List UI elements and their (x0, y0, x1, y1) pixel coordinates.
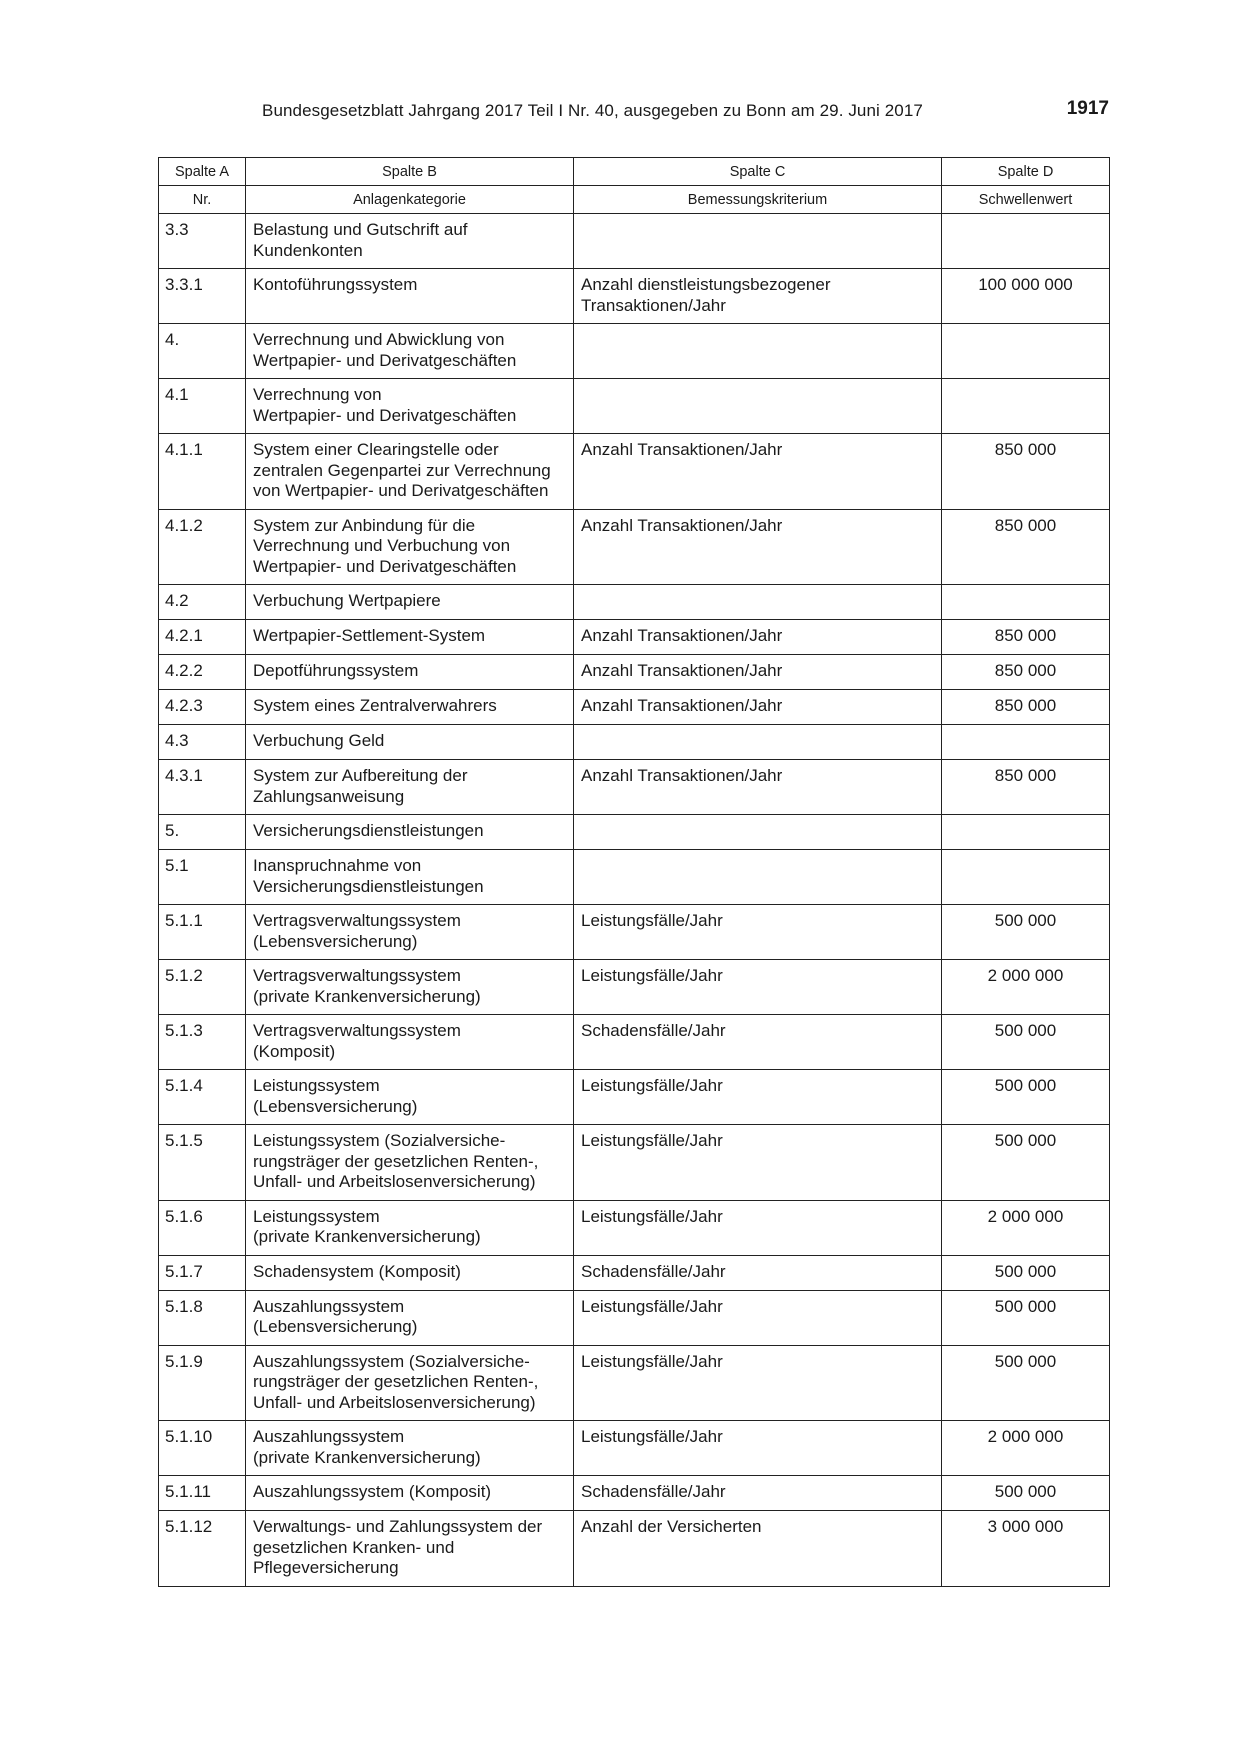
cell-threshold: 500 000 (942, 905, 1110, 960)
column-header-a: Spalte A (159, 158, 246, 186)
cell-threshold: 850 000 (942, 690, 1110, 725)
table-row (159, 815, 1110, 850)
cell-nr: 3.3 (159, 214, 246, 269)
cell-category: Vertragsverwaltungssystem (private Krankenversicherung) (246, 960, 574, 1015)
cell-nr: 4.1 (159, 379, 246, 434)
cell-category: System einer Clearingstelle oder zentralen Gegenpartei zur Verrechnung von Wertpapier- und Derivatgeschäften (246, 434, 574, 510)
cell-category: Vertragsverwaltungssystem (Komposit) (246, 1015, 574, 1070)
table-row (159, 1255, 1110, 1290)
cell-category: Depotführungssystem (246, 655, 574, 690)
cell-threshold (942, 815, 1110, 850)
cell-criterion: Leistungsfälle/Jahr (574, 1421, 942, 1476)
cell-threshold: 850 000 (942, 620, 1110, 655)
cell-threshold: 3 000 000 (942, 1511, 1110, 1587)
cell-criterion: Anzahl dienstleistungsbezogener Transaktionen/Jahr (574, 269, 942, 324)
cell-nr: 4.2.1 (159, 620, 246, 655)
cell-nr: 4. (159, 324, 246, 379)
cell-category: Leistungssystem (Sozialversiche- rungsträger der gesetzlichen Renten-, Unfall- und Arbeitslosenversicherung) (246, 1125, 574, 1201)
cell-criterion: Leistungsfälle/Jahr (574, 1200, 942, 1255)
cell-threshold (942, 725, 1110, 760)
cell-category: Inanspruchnahme von Versicherungsdienstleistungen (246, 850, 574, 905)
cell-nr: 4.1.1 (159, 434, 246, 510)
table-row (159, 379, 1110, 434)
annex-table (158, 157, 1110, 1587)
cell-threshold: 500 000 (942, 1015, 1110, 1070)
column-header-b: Spalte B (246, 158, 574, 186)
cell-category: Verwaltungs- und Zahlungssystem der gesetzlichen Kranken- und Pflegeversicherung (246, 1511, 574, 1587)
cell-nr: 5.1.4 (159, 1070, 246, 1125)
cell-nr: 4.3.1 (159, 760, 246, 815)
cell-category: System zur Anbindung für die Verrechnung und Verbuchung von Wertpapier- und Derivatgeschäften (246, 509, 574, 585)
cell-nr: 5.1.1 (159, 905, 246, 960)
cell-criterion: Schadensfälle/Jahr (574, 1255, 942, 1290)
table-row (159, 1511, 1110, 1587)
cell-threshold: 500 000 (942, 1290, 1110, 1345)
cell-threshold: 500 000 (942, 1125, 1110, 1201)
cell-nr: 5.1.11 (159, 1476, 246, 1511)
cell-category: Schadensystem (Komposit) (246, 1255, 574, 1290)
cell-nr: 5. (159, 815, 246, 850)
table-row (159, 324, 1110, 379)
cell-category: Verrechnung und Abwicklung von Wertpapier- und Derivatgeschäften (246, 324, 574, 379)
cell-threshold: 850 000 (942, 434, 1110, 510)
cell-category: Verrechnung von Wertpapier- und Derivatgeschäften (246, 379, 574, 434)
table-row (159, 960, 1110, 1015)
cell-threshold: 100 000 000 (942, 269, 1110, 324)
cell-criterion: Anzahl Transaktionen/Jahr (574, 620, 942, 655)
cell-threshold: 2 000 000 (942, 1200, 1110, 1255)
cell-criterion (574, 324, 942, 379)
cell-category: Leistungssystem (Lebensversicherung) (246, 1070, 574, 1125)
cell-criterion (574, 585, 942, 620)
cell-threshold: 850 000 (942, 760, 1110, 815)
cell-category: Auszahlungssystem (Komposit) (246, 1476, 574, 1511)
cell-nr: 5.1.6 (159, 1200, 246, 1255)
table-row (159, 850, 1110, 905)
table-row (159, 620, 1110, 655)
cell-criterion (574, 379, 942, 434)
cell-criterion: Leistungsfälle/Jahr (574, 960, 942, 1015)
cell-criterion: Anzahl der Versicherten (574, 1511, 942, 1587)
cell-threshold (942, 585, 1110, 620)
page-number: 1917 (1066, 98, 1109, 119)
cell-threshold: 500 000 (942, 1345, 1110, 1421)
cell-nr: 5.1.7 (159, 1255, 246, 1290)
table-row (159, 214, 1110, 269)
cell-category: Auszahlungssystem (Sozialversiche- rungsträger der gesetzlichen Renten-, Unfall- und Arbeitslosenversicherung) (246, 1345, 574, 1421)
table-row (159, 760, 1110, 815)
cell-category: System zur Aufbereitung der Zahlungsanweisung (246, 760, 574, 815)
cell-threshold (942, 214, 1110, 269)
cell-criterion (574, 214, 942, 269)
cell-category: Auszahlungssystem (private Krankenversicherung) (246, 1421, 574, 1476)
column-header-d: Spalte D (942, 158, 1110, 186)
cell-nr: 5.1.2 (159, 960, 246, 1015)
cell-nr: 5.1.12 (159, 1511, 246, 1587)
cell-criterion: Schadensfälle/Jahr (574, 1476, 942, 1511)
cell-nr: 3.3.1 (159, 269, 246, 324)
cell-criterion: Leistungsfälle/Jahr (574, 1125, 942, 1201)
table-row (159, 1290, 1110, 1345)
gazette-title: Bundesgesetzblatt Jahrgang 2017 Teil I Nr. 40, ausgegeben zu Bonn am 29. Juni 2017 (262, 101, 923, 120)
cell-threshold (942, 379, 1110, 434)
cell-threshold (942, 324, 1110, 379)
table-row (159, 509, 1110, 585)
cell-category: System eines Zentralverwahrers (246, 690, 574, 725)
table-row (159, 905, 1110, 960)
table-row (159, 1125, 1110, 1201)
column-header-row (159, 158, 1110, 186)
cell-nr: 4.3 (159, 725, 246, 760)
cell-threshold: 500 000 (942, 1255, 1110, 1290)
cell-category: Versicherungsdienstleistungen (246, 815, 574, 850)
cell-category: Auszahlungssystem (Lebensversicherung) (246, 1290, 574, 1345)
table-row (159, 725, 1110, 760)
cell-criterion: Anzahl Transaktionen/Jahr (574, 655, 942, 690)
cell-criterion: Anzahl Transaktionen/Jahr (574, 690, 942, 725)
table-row (159, 1476, 1110, 1511)
cell-category: Verbuchung Wertpapiere (246, 585, 574, 620)
cell-nr: 5.1 (159, 850, 246, 905)
table-row (159, 585, 1110, 620)
cell-category: Wertpapier-Settlement-System (246, 620, 574, 655)
cell-criterion: Anzahl Transaktionen/Jahr (574, 434, 942, 510)
cell-criterion: Schadensfälle/Jahr (574, 1015, 942, 1070)
cell-threshold: 2 000 000 (942, 960, 1110, 1015)
cell-criterion (574, 725, 942, 760)
cell-category: Verbuchung Geld (246, 725, 574, 760)
cell-nr: 5.1.8 (159, 1290, 246, 1345)
cell-category: Vertragsverwaltungssystem (Lebensversicherung) (246, 905, 574, 960)
table-row (159, 1015, 1110, 1070)
cell-criterion: Anzahl Transaktionen/Jahr (574, 509, 942, 585)
table-row (159, 1070, 1110, 1125)
table-row (159, 690, 1110, 725)
table-row (159, 655, 1110, 690)
table-row (159, 1421, 1110, 1476)
cell-category: Kontoführungssystem (246, 269, 574, 324)
column-header-c: Spalte C (574, 158, 942, 186)
subheader-criterion: Bemessungskriterium (574, 186, 942, 214)
cell-category: Belastung und Gutschrift auf Kundenkonten (246, 214, 574, 269)
subheader-threshold: Schwellenwert (942, 186, 1110, 214)
column-subheader-row (159, 186, 1110, 214)
cell-threshold: 850 000 (942, 655, 1110, 690)
cell-nr: 4.2.3 (159, 690, 246, 725)
subheader-nr: Nr. (159, 186, 246, 214)
cell-threshold: 500 000 (942, 1070, 1110, 1125)
cell-criterion: Leistungsfälle/Jahr (574, 905, 942, 960)
table-row (159, 1200, 1110, 1255)
table-row (159, 269, 1110, 324)
cell-nr: 5.1.10 (159, 1421, 246, 1476)
table-row (159, 1345, 1110, 1421)
cell-criterion: Leistungsfälle/Jahr (574, 1070, 942, 1125)
cell-threshold: 850 000 (942, 509, 1110, 585)
subheader-category: Anlagenkategorie (246, 186, 574, 214)
cell-nr: 4.1.2 (159, 509, 246, 585)
cell-nr: 5.1.3 (159, 1015, 246, 1070)
cell-threshold: 2 000 000 (942, 1421, 1110, 1476)
table-row (159, 434, 1110, 510)
cell-nr: 5.1.5 (159, 1125, 246, 1201)
cell-criterion (574, 815, 942, 850)
cell-nr: 4.2 (159, 585, 246, 620)
cell-criterion: Leistungsfälle/Jahr (574, 1345, 942, 1421)
table-body (159, 214, 1110, 1587)
cell-criterion: Leistungsfälle/Jahr (574, 1290, 942, 1345)
page-header (158, 98, 1109, 124)
cell-criterion: Anzahl Transaktionen/Jahr (574, 760, 942, 815)
cell-threshold (942, 850, 1110, 905)
cell-nr: 4.2.2 (159, 655, 246, 690)
cell-criterion (574, 850, 942, 905)
cell-category: Leistungssystem (private Krankenversicherung) (246, 1200, 574, 1255)
cell-nr: 5.1.9 (159, 1345, 246, 1421)
cell-threshold: 500 000 (942, 1476, 1110, 1511)
